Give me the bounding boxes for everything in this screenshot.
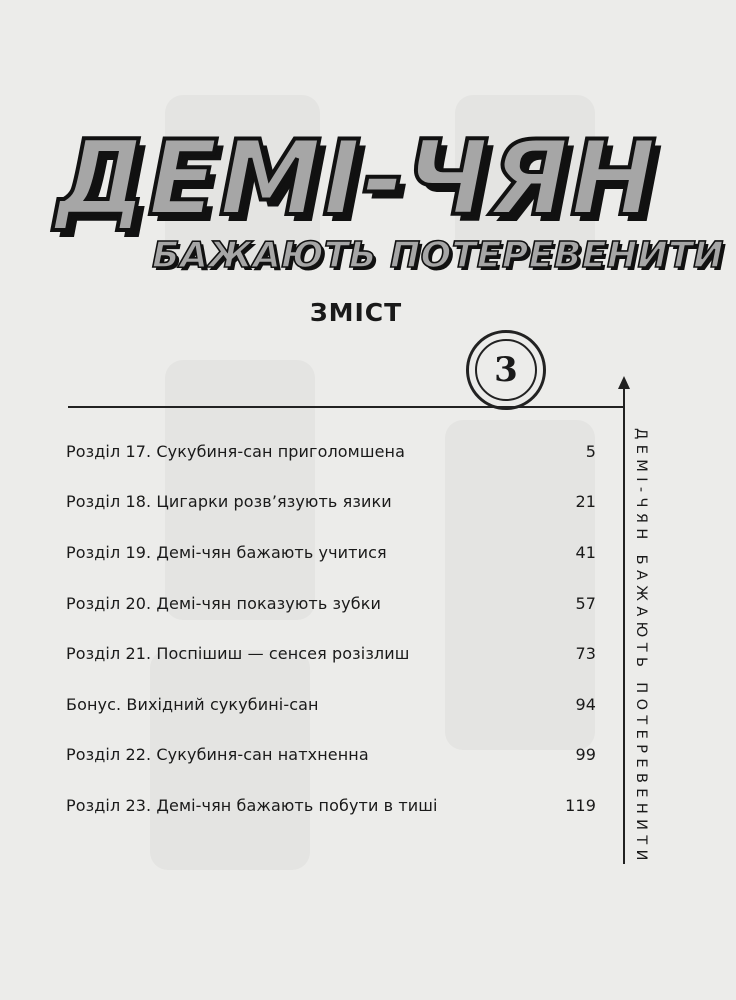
toc-entry-title: Розділ 17. Сукубиня-сан приголомшена — [66, 441, 405, 461]
horizontal-rule — [68, 406, 624, 408]
book-title: ДЕМІ-ЧЯН — [55, 119, 658, 239]
toc-entry-title: Розділ 20. Демі-чян показують зубки — [66, 593, 381, 613]
arrow-up-icon — [618, 376, 630, 389]
toc-entry-page: 41 — [575, 542, 596, 562]
toc-entry — [66, 526, 596, 577]
toc-heading — [0, 298, 736, 327]
toc-entry-title: Бонус. Вихідний сукубині-сан — [66, 694, 319, 714]
toc-entry-title: Розділ 23. Демі-чян бажають побути в тиші — [66, 795, 438, 815]
toc-entry — [66, 577, 596, 628]
toc-entry — [66, 425, 596, 476]
toc-entry-page: 57 — [575, 593, 596, 613]
toc-heading-text: ЗМІСТ — [309, 298, 403, 327]
page-number: 3 — [475, 339, 537, 401]
toc-entry-page: 94 — [575, 694, 596, 714]
toc-entry — [66, 729, 596, 780]
toc-entry-page: 99 — [575, 745, 596, 765]
toc-entry-title: Розділ 22. Сукубиня-сан натхненна — [66, 745, 369, 765]
toc-entry — [66, 476, 596, 527]
toc-entry — [66, 678, 596, 729]
toc-entry-title: Розділ 21. Поспішиш — сенсея розізлиш — [66, 644, 410, 664]
toc-entry-page: 119 — [565, 795, 596, 815]
toc-entry — [66, 627, 596, 678]
spine-title: ДЕМІ-ЧЯН БАЖАЮТЬ ПОТЕРЕВЕНИТИ — [633, 428, 649, 866]
page-number-badge — [466, 330, 546, 410]
toc-list — [66, 425, 596, 830]
toc-entry-page: 73 — [575, 644, 596, 664]
toc-entry-page: 5 — [585, 441, 596, 461]
toc-entry-title: Розділ 18. Цигарки розв’язують язики — [66, 492, 392, 512]
toc-entry-page: 21 — [575, 492, 596, 512]
book-subtitle: БАЖАЮТЬ ПОТЕРЕВЕНИТИ — [152, 235, 724, 276]
toc-entry-title: Розділ 19. Демі-чян бажають учитися — [66, 542, 387, 562]
vertical-rule — [623, 386, 625, 864]
toc-entry — [66, 779, 596, 830]
